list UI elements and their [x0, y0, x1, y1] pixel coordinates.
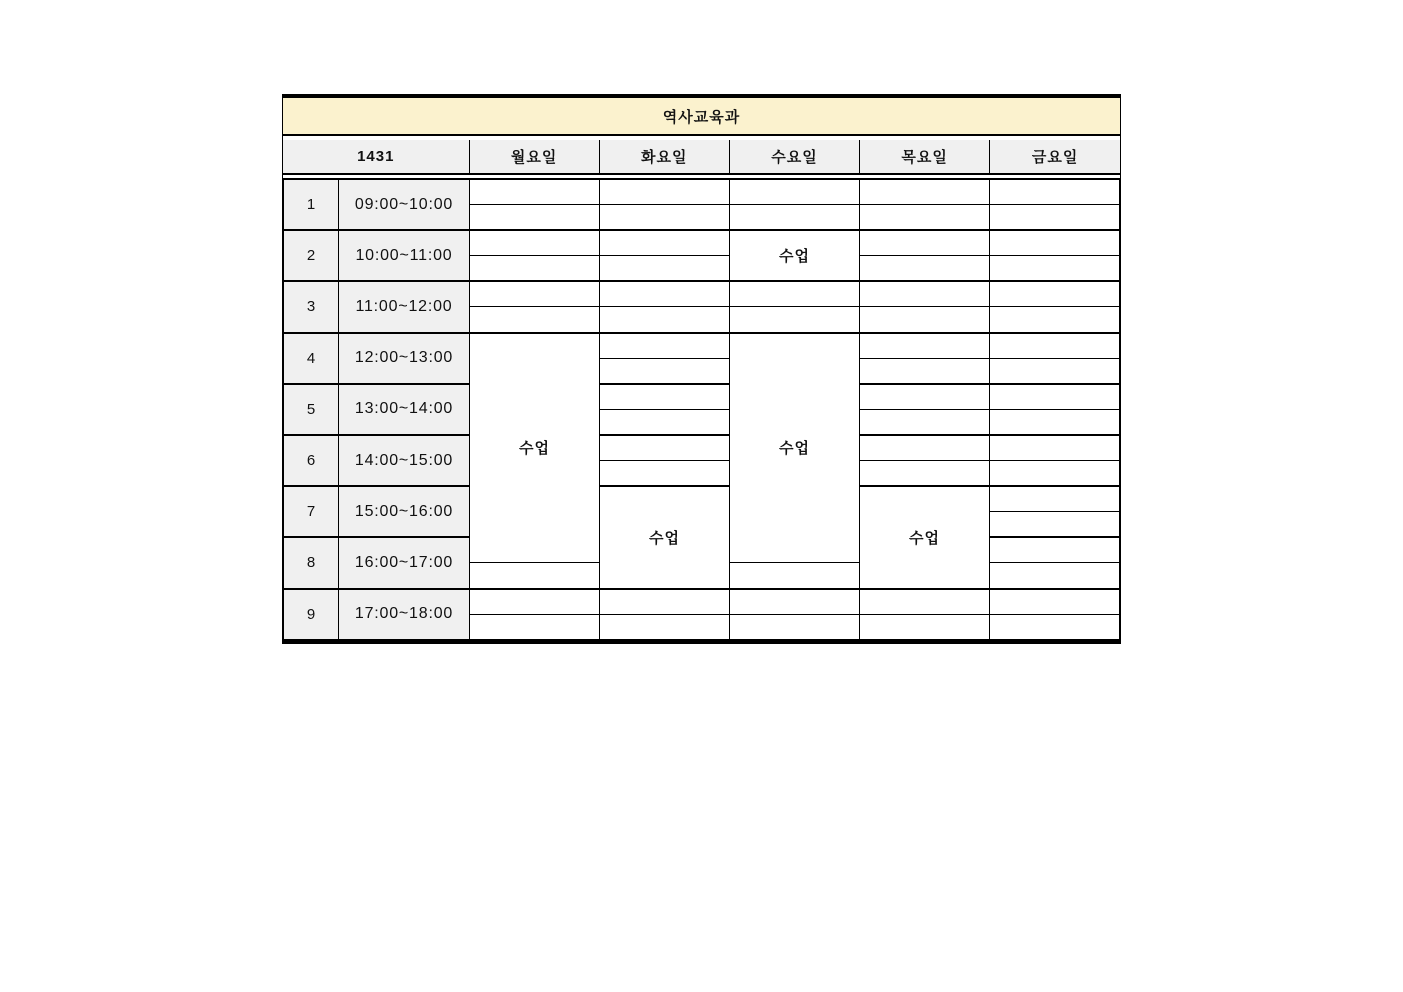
period-number-cell: 2: [284, 230, 339, 281]
empty-slot-cell: [990, 307, 1120, 333]
empty-slot-cell: [860, 409, 990, 435]
empty-slot-cell: [730, 281, 860, 307]
class-cell-wednesday: 수업: [730, 333, 860, 563]
empty-slot-cell: [990, 461, 1120, 487]
empty-slot-cell: [470, 281, 600, 307]
class-cell-tuesday: 수업: [600, 486, 730, 588]
empty-slot-cell: [730, 307, 860, 333]
empty-slot-cell: [860, 589, 990, 615]
empty-slot-cell: [990, 512, 1120, 538]
timetable: [282, 94, 1121, 644]
empty-slot-cell: [990, 179, 1120, 205]
empty-slot-cell: [600, 230, 730, 256]
class-cell-monday: 수업: [470, 333, 600, 563]
header-day-tuesday: 화요일: [599, 140, 729, 174]
period-time-cell: 16:00~17:00: [339, 537, 470, 588]
timetable-header-row: [283, 140, 1120, 175]
empty-slot-cell: [730, 205, 860, 231]
period-time-cell: 14:00~15:00: [339, 435, 470, 486]
header-day-thursday: 목요일: [860, 140, 990, 174]
empty-slot-cell: [990, 333, 1120, 359]
empty-slot-cell: [600, 409, 730, 435]
period-number-cell: 3: [284, 281, 339, 332]
empty-slot-cell: [600, 333, 730, 359]
empty-slot-cell: [600, 589, 730, 615]
period-number-cell: 6: [284, 435, 339, 486]
empty-slot-cell: [730, 563, 860, 589]
empty-slot-cell: [990, 486, 1120, 512]
empty-slot-cell: [600, 307, 730, 333]
empty-slot-cell: [600, 179, 730, 205]
period-number-cell: 9: [284, 589, 339, 640]
class-cell-thursday: 수업: [860, 486, 990, 588]
empty-slot-cell: [600, 205, 730, 231]
empty-slot-cell: [990, 589, 1120, 615]
empty-slot-cell: [990, 384, 1120, 410]
period-time-cell: 15:00~16:00: [339, 486, 470, 537]
period-number-cell: 1: [284, 179, 339, 230]
empty-slot-cell: [860, 205, 990, 231]
empty-slot-cell: [600, 435, 730, 461]
header-day-wednesday: 수요일: [729, 140, 859, 174]
empty-slot-cell: [990, 358, 1120, 384]
period-number-cell: 8: [284, 537, 339, 588]
empty-slot-cell: [990, 230, 1120, 256]
empty-slot-cell: [600, 281, 730, 307]
empty-slot-cell: [860, 461, 990, 487]
empty-slot-cell: [600, 384, 730, 410]
empty-slot-cell: [730, 589, 860, 615]
period-time-cell: 09:00~10:00: [339, 179, 470, 230]
empty-slot-cell: [470, 205, 600, 231]
empty-slot-cell: [470, 589, 600, 615]
empty-slot-cell: [860, 358, 990, 384]
header-corner-cell: 1431: [283, 140, 469, 174]
empty-slot-cell: [470, 230, 600, 256]
period-time-cell: 11:00~12:00: [339, 281, 470, 332]
timetable-body: [283, 178, 1120, 640]
empty-slot-cell: [470, 563, 600, 589]
period-number-cell: 7: [284, 486, 339, 537]
empty-slot-cell: [860, 256, 990, 282]
empty-slot-cell: [730, 614, 860, 640]
empty-slot-cell: [990, 537, 1120, 563]
empty-slot-cell: [860, 614, 990, 640]
period-number-cell: 4: [284, 333, 339, 384]
empty-slot-cell: [990, 614, 1120, 640]
header-day-friday: 금요일: [990, 140, 1120, 174]
empty-slot-cell: [860, 333, 990, 359]
empty-slot-cell: [990, 409, 1120, 435]
period-time-cell: 10:00~11:00: [339, 230, 470, 281]
empty-slot-cell: [600, 256, 730, 282]
empty-slot-cell: [860, 281, 990, 307]
empty-slot-cell: [860, 384, 990, 410]
empty-slot-cell: [470, 179, 600, 205]
empty-slot-cell: [860, 435, 990, 461]
empty-slot-cell: [990, 205, 1120, 231]
empty-slot-cell: [860, 179, 990, 205]
empty-slot-cell: [730, 179, 860, 205]
empty-slot-cell: [600, 461, 730, 487]
empty-slot-cell: [990, 435, 1120, 461]
empty-slot-cell: [470, 614, 600, 640]
empty-slot-cell: [990, 563, 1120, 589]
empty-slot-cell: [600, 358, 730, 384]
empty-slot-cell: [990, 256, 1120, 282]
empty-slot-cell: [470, 307, 600, 333]
class-cell-wednesday: 수업: [730, 230, 860, 281]
empty-slot-cell: [860, 307, 990, 333]
period-time-cell: 17:00~18:00: [339, 589, 470, 640]
period-time-cell: 12:00~13:00: [339, 333, 470, 384]
empty-slot-cell: [860, 230, 990, 256]
period-time-cell: 13:00~14:00: [339, 384, 470, 435]
empty-slot-cell: [600, 614, 730, 640]
header-day-monday: 월요일: [469, 140, 599, 174]
empty-slot-cell: [470, 256, 600, 282]
period-number-cell: 5: [284, 384, 339, 435]
empty-slot-cell: [990, 281, 1120, 307]
timetable-title: 역사교육과: [283, 98, 1120, 136]
